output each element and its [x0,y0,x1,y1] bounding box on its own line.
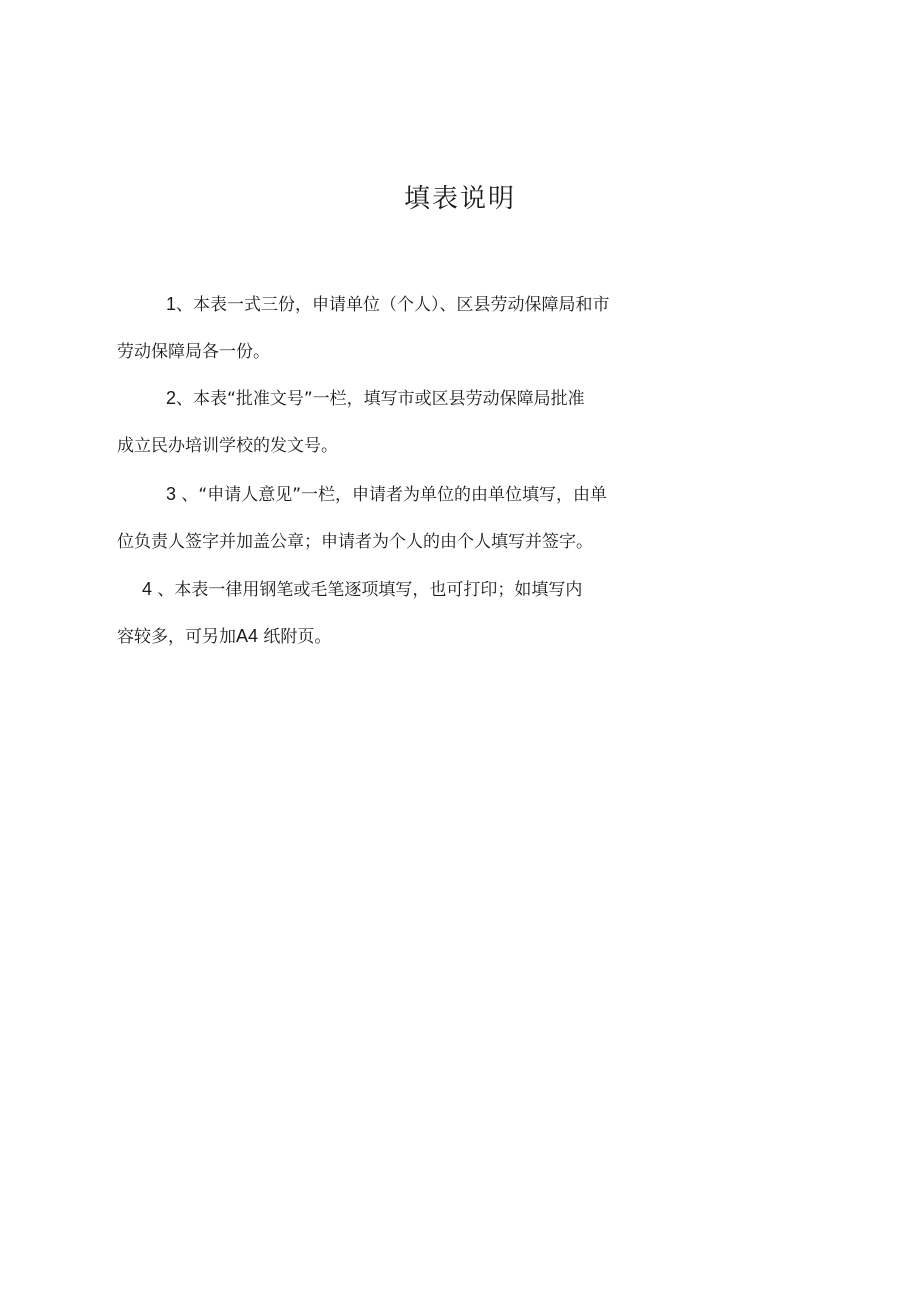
item-4-text-pre: 容较多，可另加 [117,627,236,647]
item-1-number: 1 [166,294,177,314]
item-4-number: 4 [142,579,153,599]
item-1-line-2: 劳动保障局各一份。 [117,342,270,362]
item-1-line-1 [166,292,610,317]
item-4-line-2 [117,624,331,649]
item-3-line-2: 位负责人签字并加盖公章；申请者为个人的由个人填写并签字。 [117,532,593,552]
item-2-text: 、本表“批准文号”一栏，填写市或区县劳动保障局批准 [176,389,585,409]
item-4-text-post: 纸附页。 [258,627,332,647]
item-2-number: 2 [166,388,177,408]
item-4-line-1 [142,577,582,602]
item-3-text: 、“申请人意见”一栏，申请者为单位的由单位填写，由单 [176,485,608,505]
item-4-paper-size: A4 [236,626,259,646]
item-1-text: 、本表一式三份，申请单位（个人）、区县劳动保障局和市 [176,295,610,315]
item-2-line-1 [166,386,585,411]
page-title: 填表说明 [403,184,516,214]
item-3-number: 3 [166,484,177,504]
item-3-line-1 [166,482,607,507]
item-4-text: 、本表一律用钢笔或毛笔逐项填写，也可打印；如填写内 [152,580,583,600]
item-2-line-2: 成立民办培训学校的发文号。 [117,436,338,456]
